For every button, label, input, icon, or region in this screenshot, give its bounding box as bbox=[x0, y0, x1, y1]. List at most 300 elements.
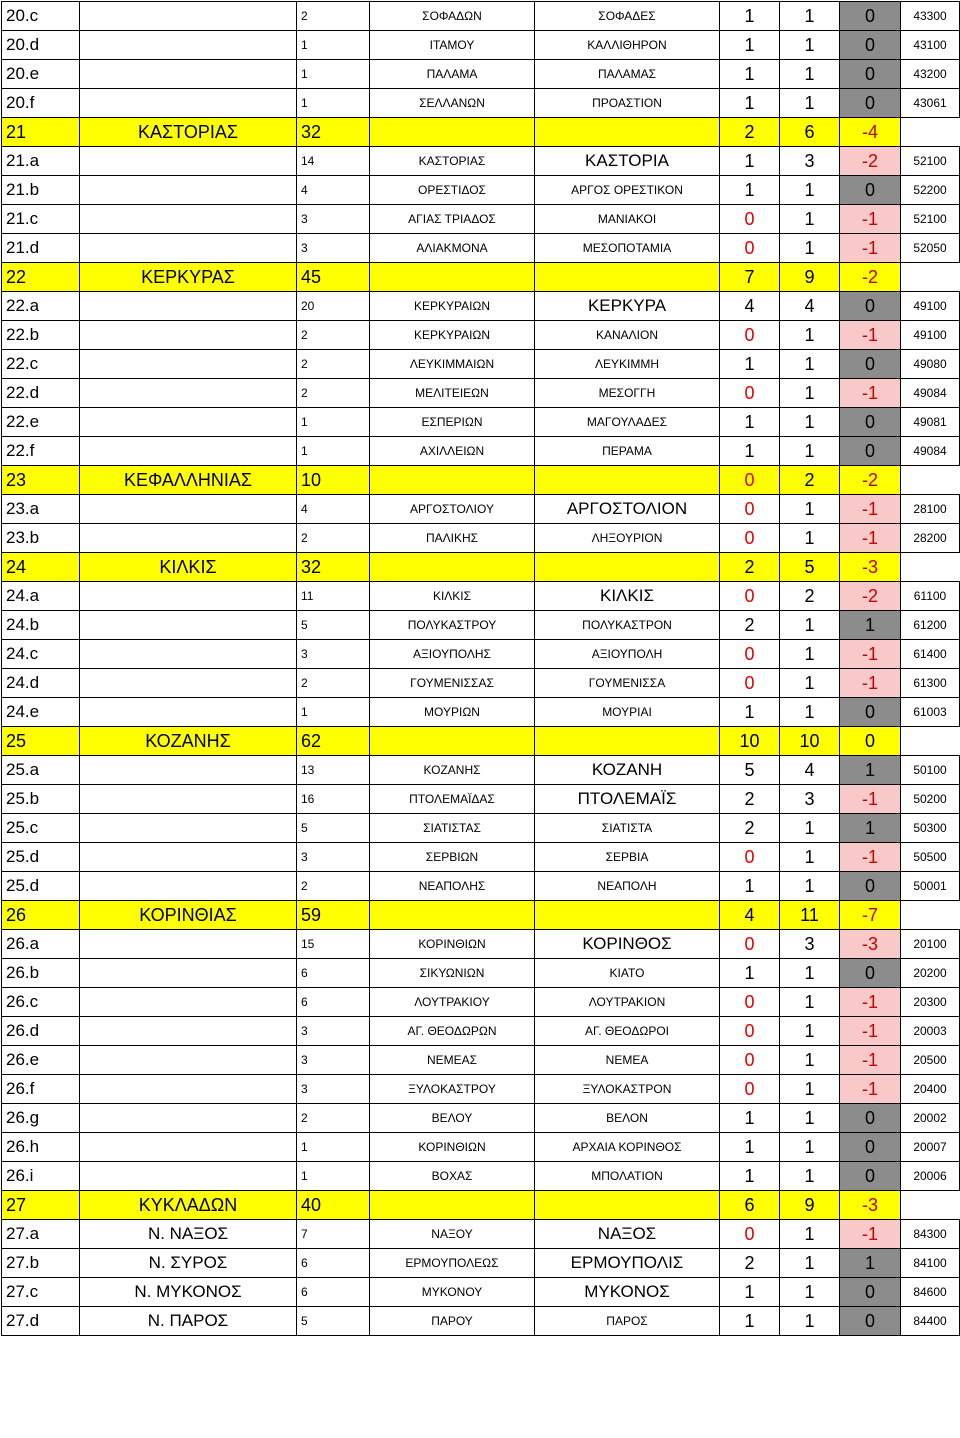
cell-b: 1 bbox=[780, 89, 840, 118]
cell-b: 10 bbox=[780, 727, 840, 756]
cell-dim: ΣΟΦΑΔΩΝ bbox=[370, 2, 535, 31]
cell-code: 27.d bbox=[2, 1307, 80, 1336]
prefecture-header-row bbox=[2, 1191, 960, 1220]
cell-b: 9 bbox=[780, 1191, 840, 1220]
cell-c: 0 bbox=[840, 60, 901, 89]
table-row bbox=[2, 234, 960, 263]
cell-b: 1 bbox=[780, 1220, 840, 1249]
cell-dim bbox=[370, 118, 535, 147]
cell-a: 1 bbox=[720, 2, 780, 31]
cell-num: 2 bbox=[297, 524, 370, 553]
cell-zip bbox=[901, 553, 960, 582]
cell-city: ΜΥΚΟΝΟΣ bbox=[535, 1278, 720, 1307]
cell-dim: ΛΟΥΤΡΑΚΙΟΥ bbox=[370, 988, 535, 1017]
table-row bbox=[2, 611, 960, 640]
cell-city: ΠΕΡΑΜΑ bbox=[535, 437, 720, 466]
cell-zip: 20500 bbox=[901, 1046, 960, 1075]
cell-b: 1 bbox=[780, 495, 840, 524]
cell-c: 0 bbox=[840, 2, 901, 31]
cell-c: -1 bbox=[840, 785, 901, 814]
table-row bbox=[2, 437, 960, 466]
cell-name bbox=[80, 176, 297, 205]
cell-zip bbox=[901, 118, 960, 147]
cell-a: 0 bbox=[720, 843, 780, 872]
cell-b: 1 bbox=[780, 2, 840, 31]
cell-num: 32 bbox=[297, 553, 370, 582]
cell-zip: 84300 bbox=[901, 1220, 960, 1249]
cell-a: 2 bbox=[720, 785, 780, 814]
cell-a: 0 bbox=[720, 379, 780, 408]
cell-name: ΚΙΛΚΙΣ bbox=[80, 553, 297, 582]
cell-num: 1 bbox=[297, 60, 370, 89]
prefecture-header-row bbox=[2, 263, 960, 292]
cell-city: ΕΡΜΟΥΠΟΛΙΣ bbox=[535, 1249, 720, 1278]
cell-a: 1 bbox=[720, 437, 780, 466]
cell-a: 1 bbox=[720, 147, 780, 176]
cell-city: ΚΑΝΑΛΙΟΝ bbox=[535, 321, 720, 350]
cell-a: 0 bbox=[720, 582, 780, 611]
table-row bbox=[2, 2, 960, 31]
table-row bbox=[2, 814, 960, 843]
cell-b: 1 bbox=[780, 1162, 840, 1191]
cell-zip: 61003 bbox=[901, 698, 960, 727]
cell-c: 0 bbox=[840, 89, 901, 118]
cell-b: 1 bbox=[780, 176, 840, 205]
cell-c: -1 bbox=[840, 1075, 901, 1104]
cell-a: 0 bbox=[720, 466, 780, 495]
cell-code: 23.b bbox=[2, 524, 80, 553]
cell-c: -1 bbox=[840, 1220, 901, 1249]
cell-city: ΚΑΛΛΙΘΗΡΟΝ bbox=[535, 31, 720, 60]
cell-zip: 20002 bbox=[901, 1104, 960, 1133]
cell-city: ΚΙΑΤΟ bbox=[535, 959, 720, 988]
cell-a: 0 bbox=[720, 1220, 780, 1249]
cell-b: 5 bbox=[780, 553, 840, 582]
cell-c: 1 bbox=[840, 814, 901, 843]
cell-name bbox=[80, 89, 297, 118]
table-row bbox=[2, 843, 960, 872]
table-row bbox=[2, 31, 960, 60]
cell-name bbox=[80, 495, 297, 524]
cell-c: -3 bbox=[840, 1191, 901, 1220]
cell-zip: 52100 bbox=[901, 147, 960, 176]
table-row bbox=[2, 1220, 960, 1249]
cell-num: 2 bbox=[297, 350, 370, 379]
cell-name bbox=[80, 988, 297, 1017]
cell-num: 3 bbox=[297, 234, 370, 263]
cell-c: 0 bbox=[840, 698, 901, 727]
cell-zip: 20400 bbox=[901, 1075, 960, 1104]
cell-zip: 50100 bbox=[901, 756, 960, 785]
cell-city: ΞΥΛΟΚΑΣΤΡΟΝ bbox=[535, 1075, 720, 1104]
cell-code: 22.d bbox=[2, 379, 80, 408]
cell-dim: ΒΟΧΑΣ bbox=[370, 1162, 535, 1191]
cell-city: ΜΠΟΛΑΤΙΟΝ bbox=[535, 1162, 720, 1191]
cell-num: 2 bbox=[297, 2, 370, 31]
cell-dim: ΠΑΛΙΚΗΣ bbox=[370, 524, 535, 553]
cell-a: 1 bbox=[720, 176, 780, 205]
cell-c: -1 bbox=[840, 234, 901, 263]
cell-name: Ν. ΣΥΡΟΣ bbox=[80, 1249, 297, 1278]
cell-dim bbox=[370, 553, 535, 582]
cell-a: 0 bbox=[720, 495, 780, 524]
cell-c: 0 bbox=[840, 31, 901, 60]
cell-b: 1 bbox=[780, 669, 840, 698]
cell-dim: ΑΓ. ΘΕΟΔΩΡΩΝ bbox=[370, 1017, 535, 1046]
cell-b: 1 bbox=[780, 611, 840, 640]
cell-dim: ΑΧΙΛΛΕΙΩΝ bbox=[370, 437, 535, 466]
cell-num: 6 bbox=[297, 1249, 370, 1278]
cell-code: 22.b bbox=[2, 321, 80, 350]
cell-a: 2 bbox=[720, 1249, 780, 1278]
prefecture-header-row bbox=[2, 553, 960, 582]
table-row bbox=[2, 321, 960, 350]
cell-zip: 50500 bbox=[901, 843, 960, 872]
cell-city: ΠΡΟΑΣΤΙΟΝ bbox=[535, 89, 720, 118]
cell-code: 26.a bbox=[2, 930, 80, 959]
cell-num: 40 bbox=[297, 1191, 370, 1220]
prefecture-header-row bbox=[2, 466, 960, 495]
cell-num: 62 bbox=[297, 727, 370, 756]
cell-zip: 43061 bbox=[901, 89, 960, 118]
cell-b: 1 bbox=[780, 524, 840, 553]
table-row bbox=[2, 872, 960, 901]
table-row bbox=[2, 1278, 960, 1307]
cell-b: 1 bbox=[780, 988, 840, 1017]
cell-c: -1 bbox=[840, 669, 901, 698]
cell-name: ΚΕΦΑΛΛΗΝΙΑΣ bbox=[80, 466, 297, 495]
cell-num: 59 bbox=[297, 901, 370, 930]
cell-b: 1 bbox=[780, 1278, 840, 1307]
cell-name bbox=[80, 756, 297, 785]
cell-c: -4 bbox=[840, 118, 901, 147]
cell-zip: 28200 bbox=[901, 524, 960, 553]
cell-c: 0 bbox=[840, 872, 901, 901]
cell-city: ΑΡΧΑΙΑ ΚΟΡΙΝΘΟΣ bbox=[535, 1133, 720, 1162]
table-row bbox=[2, 959, 960, 988]
cell-a: 1 bbox=[720, 408, 780, 437]
cell-zip: 50001 bbox=[901, 872, 960, 901]
cell-code: 22 bbox=[2, 263, 80, 292]
cell-city: ΜΕΣΟΠΟΤΑΜΙΑ bbox=[535, 234, 720, 263]
table-row bbox=[2, 1249, 960, 1278]
cell-num: 2 bbox=[297, 1104, 370, 1133]
cell-code: 21.b bbox=[2, 176, 80, 205]
cell-a: 2 bbox=[720, 611, 780, 640]
cell-code: 24.d bbox=[2, 669, 80, 698]
table-row bbox=[2, 1075, 960, 1104]
cell-c: 0 bbox=[840, 1162, 901, 1191]
cell-zip: 52050 bbox=[901, 234, 960, 263]
cell-dim: ΚΕΡΚΥΡΑΙΩΝ bbox=[370, 292, 535, 321]
cell-c: -2 bbox=[840, 582, 901, 611]
cell-c: -3 bbox=[840, 930, 901, 959]
cell-dim bbox=[370, 1191, 535, 1220]
cell-zip: 49080 bbox=[901, 350, 960, 379]
cell-name: Ν. ΠΑΡΟΣ bbox=[80, 1307, 297, 1336]
cell-city: ΓΟΥΜΕΝΙΣΣΑ bbox=[535, 669, 720, 698]
cell-name bbox=[80, 814, 297, 843]
cell-b: 1 bbox=[780, 321, 840, 350]
cell-city: ΚΙΛΚΙΣ bbox=[535, 582, 720, 611]
cell-name bbox=[80, 292, 297, 321]
cell-name bbox=[80, 1133, 297, 1162]
cell-dim: ΟΡΕΣΤΙΔΟΣ bbox=[370, 176, 535, 205]
cell-num: 2 bbox=[297, 872, 370, 901]
cell-c: 0 bbox=[840, 1307, 901, 1336]
table-row bbox=[2, 669, 960, 698]
cell-dim: ΠΑΛΑΜΑ bbox=[370, 60, 535, 89]
cell-num: 3 bbox=[297, 1075, 370, 1104]
cell-b: 2 bbox=[780, 582, 840, 611]
cell-code: 20.d bbox=[2, 31, 80, 60]
cell-city: ΛΕΥΚΙΜΜΗ bbox=[535, 350, 720, 379]
cell-code: 24 bbox=[2, 553, 80, 582]
cell-code: 21.a bbox=[2, 147, 80, 176]
cell-dim: ΒΕΛΟΥ bbox=[370, 1104, 535, 1133]
cell-zip: 20007 bbox=[901, 1133, 960, 1162]
table-row bbox=[2, 176, 960, 205]
cell-b: 1 bbox=[780, 1104, 840, 1133]
cell-code: 26.d bbox=[2, 1017, 80, 1046]
cell-c: 0 bbox=[840, 959, 901, 988]
cell-num: 1 bbox=[297, 437, 370, 466]
cell-zip: 43100 bbox=[901, 31, 960, 60]
cell-city: ΠΟΛΥΚΑΣΤΡΟΝ bbox=[535, 611, 720, 640]
cell-a: 1 bbox=[720, 872, 780, 901]
cell-c: 0 bbox=[840, 176, 901, 205]
cell-num: 1 bbox=[297, 408, 370, 437]
cell-name bbox=[80, 2, 297, 31]
cell-zip: 52100 bbox=[901, 205, 960, 234]
cell-code: 21.c bbox=[2, 205, 80, 234]
cell-b: 1 bbox=[780, 60, 840, 89]
cell-name bbox=[80, 843, 297, 872]
cell-dim: ΕΡΜΟΥΠΟΛΕΩΣ bbox=[370, 1249, 535, 1278]
cell-a: 1 bbox=[720, 350, 780, 379]
cell-name bbox=[80, 379, 297, 408]
table-row bbox=[2, 350, 960, 379]
cell-c: -2 bbox=[840, 263, 901, 292]
cell-a: 1 bbox=[720, 60, 780, 89]
cell-dim: ΓΟΥΜΕΝΙΣΣΑΣ bbox=[370, 669, 535, 698]
cell-num: 1 bbox=[297, 698, 370, 727]
cell-dim: ΑΛΙΑΚΜΟΝΑ bbox=[370, 234, 535, 263]
cell-code: 27.b bbox=[2, 1249, 80, 1278]
cell-b: 1 bbox=[780, 872, 840, 901]
cell-city bbox=[535, 263, 720, 292]
cell-b: 3 bbox=[780, 785, 840, 814]
cell-zip: 50200 bbox=[901, 785, 960, 814]
cell-num: 14 bbox=[297, 147, 370, 176]
cell-b: 1 bbox=[780, 1133, 840, 1162]
cell-code: 25.d bbox=[2, 872, 80, 901]
cell-city: ΜΟΥΡΙΑΙ bbox=[535, 698, 720, 727]
cell-a: 1 bbox=[720, 959, 780, 988]
cell-code: 22.e bbox=[2, 408, 80, 437]
cell-dim: ΣΙΑΤΙΣΤΑΣ bbox=[370, 814, 535, 843]
cell-c: -1 bbox=[840, 524, 901, 553]
cell-name bbox=[80, 698, 297, 727]
cell-name bbox=[80, 205, 297, 234]
cell-a: 4 bbox=[720, 901, 780, 930]
cell-name bbox=[80, 872, 297, 901]
cell-dim: ΚΟΖΑΝΗΣ bbox=[370, 756, 535, 785]
cell-b: 1 bbox=[780, 350, 840, 379]
table-row bbox=[2, 1017, 960, 1046]
cell-b: 1 bbox=[780, 1075, 840, 1104]
cell-c: 1 bbox=[840, 611, 901, 640]
cell-zip: 49084 bbox=[901, 379, 960, 408]
cell-code: 20.c bbox=[2, 2, 80, 31]
cell-c: -7 bbox=[840, 901, 901, 930]
cell-dim: ΞΥΛΟΚΑΣΤΡΟΥ bbox=[370, 1075, 535, 1104]
cell-zip: 61400 bbox=[901, 640, 960, 669]
cell-b: 1 bbox=[780, 698, 840, 727]
cell-name bbox=[80, 408, 297, 437]
cell-num: 3 bbox=[297, 843, 370, 872]
cell-b: 1 bbox=[780, 1017, 840, 1046]
cell-name bbox=[80, 31, 297, 60]
cell-c: -1 bbox=[840, 1046, 901, 1075]
table-row bbox=[2, 785, 960, 814]
cell-dim bbox=[370, 901, 535, 930]
cell-num: 5 bbox=[297, 611, 370, 640]
cell-zip: 49081 bbox=[901, 408, 960, 437]
cell-code: 27.c bbox=[2, 1278, 80, 1307]
cell-code: 26.e bbox=[2, 1046, 80, 1075]
cell-name bbox=[80, 350, 297, 379]
cell-num: 2 bbox=[297, 379, 370, 408]
cell-b: 2 bbox=[780, 466, 840, 495]
cell-c: -1 bbox=[840, 321, 901, 350]
cell-name: ΚΥΚΛΑΔΩΝ bbox=[80, 1191, 297, 1220]
table-row bbox=[2, 1162, 960, 1191]
cell-c: -3 bbox=[840, 553, 901, 582]
cell-code: 23 bbox=[2, 466, 80, 495]
cell-num: 3 bbox=[297, 640, 370, 669]
cell-city: ΠΑΛΑΜΑΣ bbox=[535, 60, 720, 89]
cell-a: 0 bbox=[720, 640, 780, 669]
cell-b: 1 bbox=[780, 1249, 840, 1278]
cell-code: 22.c bbox=[2, 350, 80, 379]
cell-name: Ν. ΜΥΚΟΝΟΣ bbox=[80, 1278, 297, 1307]
cell-a: 0 bbox=[720, 321, 780, 350]
table-row bbox=[2, 292, 960, 321]
cell-city bbox=[535, 1191, 720, 1220]
cell-b: 1 bbox=[780, 1307, 840, 1336]
cell-city: ΜΑΓΟΥΛΑΔΕΣ bbox=[535, 408, 720, 437]
cell-b: 1 bbox=[780, 205, 840, 234]
cell-c: 1 bbox=[840, 756, 901, 785]
cell-a: 7 bbox=[720, 263, 780, 292]
cell-dim bbox=[370, 727, 535, 756]
cell-city: ΚΟΡΙΝΘΟΣ bbox=[535, 930, 720, 959]
cell-b: 3 bbox=[780, 147, 840, 176]
cell-zip: 20200 bbox=[901, 959, 960, 988]
cell-a: 0 bbox=[720, 1046, 780, 1075]
cell-a: 1 bbox=[720, 698, 780, 727]
cell-city: ΠΤΟΛΕΜΑΪΣ bbox=[535, 785, 720, 814]
table-row bbox=[2, 524, 960, 553]
cell-city: ΜΕΣΟΓΓΗ bbox=[535, 379, 720, 408]
cell-num: 3 bbox=[297, 1046, 370, 1075]
cell-a: 0 bbox=[720, 524, 780, 553]
cell-city: ΣΟΦΑΔΕΣ bbox=[535, 2, 720, 31]
cell-name bbox=[80, 147, 297, 176]
cell-zip: 61300 bbox=[901, 669, 960, 698]
cell-num: 4 bbox=[297, 495, 370, 524]
cell-num: 6 bbox=[297, 959, 370, 988]
cell-city: ΚΟΖΑΝΗ bbox=[535, 756, 720, 785]
cell-code: 26.i bbox=[2, 1162, 80, 1191]
cell-city bbox=[535, 727, 720, 756]
cell-c: -2 bbox=[840, 147, 901, 176]
cell-num: 7 bbox=[297, 1220, 370, 1249]
cell-city: ΠΑΡΟΣ bbox=[535, 1307, 720, 1336]
cell-dim: ΠΤΟΛΕΜΑΪΔΑΣ bbox=[370, 785, 535, 814]
cell-dim: ΚΟΡΙΝΘΙΩΝ bbox=[370, 930, 535, 959]
cell-city: ΝΑΞΟΣ bbox=[535, 1220, 720, 1249]
cell-name bbox=[80, 524, 297, 553]
cell-city bbox=[535, 466, 720, 495]
table-row bbox=[2, 379, 960, 408]
cell-num: 6 bbox=[297, 1278, 370, 1307]
cell-name bbox=[80, 640, 297, 669]
cell-zip: 49100 bbox=[901, 292, 960, 321]
cell-code: 26.g bbox=[2, 1104, 80, 1133]
cell-b: 1 bbox=[780, 437, 840, 466]
cell-city bbox=[535, 118, 720, 147]
cell-city: ΝΕΑΠΟΛΗ bbox=[535, 872, 720, 901]
cell-num: 3 bbox=[297, 205, 370, 234]
cell-num: 1 bbox=[297, 1162, 370, 1191]
cell-code: 25.a bbox=[2, 756, 80, 785]
cell-zip: 20100 bbox=[901, 930, 960, 959]
cell-a: 0 bbox=[720, 234, 780, 263]
table-row bbox=[2, 60, 960, 89]
table-row bbox=[2, 495, 960, 524]
cell-dim: ΜΥΚΟΝΟΥ bbox=[370, 1278, 535, 1307]
cell-c: -2 bbox=[840, 466, 901, 495]
cell-city: ΛΟΥΤΡΑΚΙΟΝ bbox=[535, 988, 720, 1017]
cell-code: 26.f bbox=[2, 1075, 80, 1104]
cell-code: 25.b bbox=[2, 785, 80, 814]
cell-city: ΚΑΣΤΟΡΙΑ bbox=[535, 147, 720, 176]
cell-a: 1 bbox=[720, 1104, 780, 1133]
cell-a: 1 bbox=[720, 1307, 780, 1336]
table-row bbox=[2, 205, 960, 234]
cell-dim: ΝΑΞΟΥ bbox=[370, 1220, 535, 1249]
cell-dim: ΚΟΡΙΝΘΙΩΝ bbox=[370, 1133, 535, 1162]
table-row bbox=[2, 988, 960, 1017]
table-body bbox=[2, 2, 960, 1336]
cell-num: 2 bbox=[297, 669, 370, 698]
cell-city: ΑΡΓΟΣΤΟΛΙΟΝ bbox=[535, 495, 720, 524]
cell-code: 26.h bbox=[2, 1133, 80, 1162]
cell-name: ΚΟΡΙΝΘΙΑΣ bbox=[80, 901, 297, 930]
cell-dim: ΙΤΑΜΟΥ bbox=[370, 31, 535, 60]
cell-zip: 43300 bbox=[901, 2, 960, 31]
cell-code: 24.e bbox=[2, 698, 80, 727]
cell-name bbox=[80, 930, 297, 959]
cell-num: 1 bbox=[297, 31, 370, 60]
cell-name bbox=[80, 959, 297, 988]
cell-c: -1 bbox=[840, 205, 901, 234]
cell-city: ΝΕΜΕΑ bbox=[535, 1046, 720, 1075]
cell-dim: ΚΕΡΚΥΡΑΙΩΝ bbox=[370, 321, 535, 350]
cell-name bbox=[80, 669, 297, 698]
